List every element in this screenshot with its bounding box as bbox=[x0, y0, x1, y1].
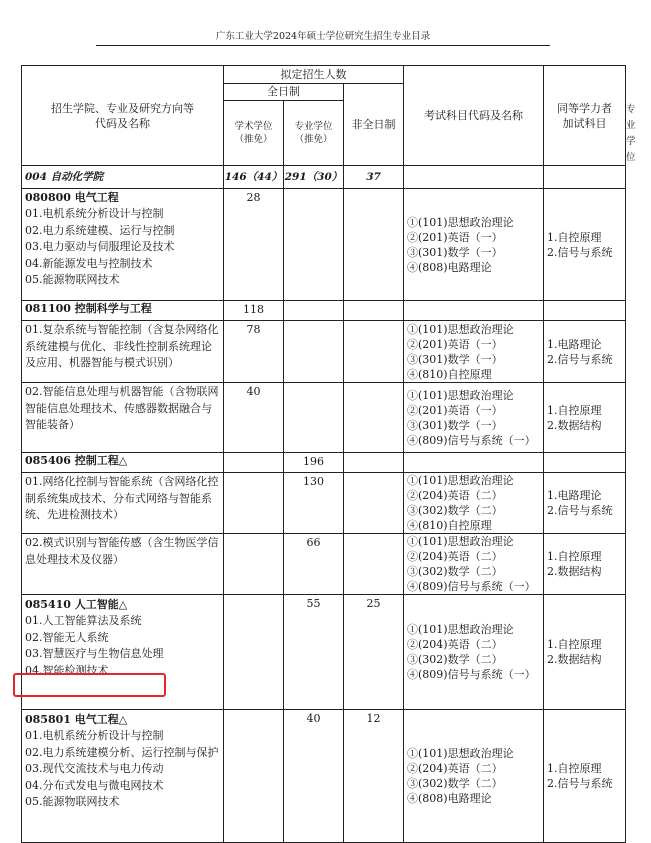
exam-cell: ①(101)思想政治理论 ②(204)英语（二） ③(302)数学（二） ④(808)电路理论 bbox=[404, 710, 544, 843]
parttime-count: 25 bbox=[366, 597, 381, 610]
direction-item: 03.电力驱动与伺服理论及技术 bbox=[25, 240, 175, 253]
header-academic: 学术学位（推免） bbox=[224, 101, 284, 166]
extra-cell: 1.电路理论 2.信号与系统 bbox=[544, 321, 626, 383]
direction-item: 04.分布式发电与微电网技术 bbox=[25, 778, 164, 792]
header-parttime: 非全日制 bbox=[344, 84, 404, 166]
extra-cell: 1.自控原理 2.数据结构 bbox=[544, 383, 626, 453]
header-major: 招生学院、专业及研究方向等代码及名称 bbox=[22, 66, 224, 166]
header-exam: 考试科目代码及名称 bbox=[404, 66, 544, 166]
direction-item: 03.智慧医疗与生物信息处理 bbox=[25, 647, 164, 660]
header-plan: 拟定招生人数 bbox=[224, 66, 404, 84]
extra-cell: 1.电路理论 2.信号与系统 bbox=[544, 473, 626, 534]
direction-item: 05.能源物联网技术 bbox=[25, 795, 120, 808]
direction-item: 01.网络化控制与智能系统（含网络化控制系统集成技术、分布式网络与智能系统、先进检测技术） bbox=[25, 475, 219, 521]
professional-count: 40 bbox=[306, 712, 321, 725]
direction-item: 02.模式识别与智能传感（含生物医学信息处理技术及仪器） bbox=[25, 536, 219, 566]
professional-count: 196 bbox=[303, 455, 324, 468]
major-title: 085406 控制工程△ bbox=[25, 454, 128, 467]
highlight-box bbox=[13, 673, 166, 697]
professional-count: 130 bbox=[303, 475, 324, 488]
college-professional: 291（30） bbox=[284, 166, 344, 189]
professional-count: 66 bbox=[306, 536, 321, 549]
major-cell bbox=[22, 189, 224, 301]
direction-item: 01.电机系统分析设计与控制 bbox=[25, 729, 164, 742]
major-title: 080800 电气工程 bbox=[25, 191, 119, 204]
major-title: 081100 控制科学与工程 bbox=[25, 302, 152, 315]
table-row bbox=[22, 383, 626, 453]
extra-cell: 1.自控原理 2.数据结构 bbox=[544, 534, 626, 595]
direction-item: 05.能源物联网技术 bbox=[25, 273, 120, 286]
table-row bbox=[22, 453, 626, 473]
major-title: 085410 人工智能△ bbox=[25, 598, 128, 611]
direction-item: 04.智能检测技术 bbox=[25, 663, 109, 677]
professional-count: 55 bbox=[306, 597, 321, 610]
academic-count: 118 bbox=[243, 303, 264, 316]
academic-count: 78 bbox=[246, 323, 261, 336]
extra-cell: 1.自控原理 2.信号与系统 bbox=[544, 189, 626, 301]
table-row bbox=[22, 321, 626, 383]
college-name: 004 自动化学院 bbox=[22, 166, 224, 189]
exam-cell: ①(101)思想政治理论 ②(204)英语（二） ③(302)数学（二） ④(809)信号与系统（一） bbox=[404, 534, 544, 595]
header-professional: 专业学位（推免） bbox=[284, 101, 344, 166]
professional-count bbox=[284, 189, 343, 190]
college-academic: 146（44） bbox=[224, 166, 284, 189]
exam-cell: ①(101)思想政治理论 ②(201)英语（一） ③(301)数学（一） ④(809)信号与系统（一） bbox=[404, 383, 544, 453]
direction-item: 02.智能无人系统 bbox=[25, 630, 109, 644]
table-row bbox=[22, 189, 626, 301]
academic-count: 40 bbox=[246, 385, 261, 398]
major-title: 085801 电气工程△ bbox=[25, 713, 128, 726]
exam-cell: ①(101)思想政治理论 ②(201)英语（一） ③(301)数学（一） ④(808)电路理论 bbox=[404, 189, 544, 301]
header-fulltime: 全日制 bbox=[224, 84, 344, 101]
direction-item: 04.新能源发电与控制技术 bbox=[25, 256, 153, 270]
exam-cell: ①(101)思想政治理论 ②(204)英语（二） ③(302)数学（二） ④(810)自控原理 bbox=[404, 473, 544, 534]
header-extra: 同等学力者加试科目 bbox=[544, 66, 626, 166]
parttime-count: 12 bbox=[366, 712, 381, 725]
academic-count: 28 bbox=[246, 191, 261, 204]
table-row bbox=[22, 473, 626, 534]
direction-item: 01.复杂系统与智能控制（含复杂网络化系统建模与优化、非线性控制系统理论及应用、机器智能与模式识别） bbox=[25, 323, 219, 369]
parttime-count bbox=[344, 189, 403, 190]
table-row bbox=[22, 710, 626, 843]
direction-item: 01.电机系统分析设计与控制 bbox=[25, 207, 164, 220]
page-title: 广东工业大学2024年硕士学位研究生招生专业目录 bbox=[96, 30, 550, 46]
table-row bbox=[22, 301, 626, 321]
direction-item: 02.电力系统建模分析、运行控制与保护 bbox=[25, 745, 219, 759]
direction-item: 02.电力系统建模、运行与控制 bbox=[25, 223, 175, 237]
college-row bbox=[22, 166, 626, 189]
table-row bbox=[22, 534, 626, 595]
direction-item: 01.人工智能算法及系统 bbox=[25, 614, 142, 627]
extra-cell: 1.自控原理 2.信号与系统 bbox=[544, 710, 626, 843]
catalog-table: 招生学院、专业及研究方向等代码及名称 拟定招生人数 考试科目代码及名称 同等学力者加试科目 全日制 非全日制 学术学位（推免） 专业学位（推免） 专业学位 004 自动化学院 146（44） 291（30） 37 080800 电气工程 01.电机系统分析设计与控制 02.电力系统建模、运行与控制 03.电力驱动与伺服理论及技术 04.新能源发电与控制技术 05.能源物联网技术 28 ①(101)思想政治理论 ②(201)英语（一） ③(301)数学（一） ④(808)电路理论 1.自控原理 2.信号与系统 081100 控制科学与工程 118 01.复杂系统与智能控制（含复杂网络化系统建模与优化、非线性控制系统理论及应用、机器智能与模式识别） 78 ①(101)思想政治理论 ②(201)英语（一） ③(301)数学（一） ④(810)自控原理 1.电路理论 2.信号与系统 02.智能信息处理与机器智能（含物联网智能信息处理技术、传感器数据融合与智能装备） 40 ①(101)思想政治理论 ②(201)英语（一） ③(301)数学（一） ④(809)信号与系统（一） 1.自控原理 2.数据结构 085406 控制工程△ 196 01.网络化控制与智能系统（含网络化控制系统集成技术、分布式网络与智能系统、先进检测技术） 130 ①(101)思想政治理论 ②(204)英语（二） ③(302)数学（二） ④(810)自控原理 1.电路理论 2.信号与系统 02.模式识别与智能传感（含生物医学信息处理技术及仪器） 66 ①(101)思想政治理论 ②(204)英语（二） ③(302)数学（二） ④(809)信号与系统（一） 1.自控原理 2.数据结构 085410 人工智能△ 01.人工智能算法及系统 02.智能无人系统 03.智慧医疗与生物信息处理 04.智能检测技术 55 25 ①(101)思想政治理论 ②(204)英语（二） ③(302)数学（二） ④(809)信号与系统（一） 1.自控原理 2.数据结构 085801 电气工程△ 01.电机系统分析设计与控制 02.电力系统建模分析、运行控制与保护 03.现代交流技术与电力传动 04.分布式发电与微电网技术 05.能源物联网技术 40 12 ①(101)思想政治理论 ②(204)英语（二） ③(302)数学（二） ④(808)电路理论 1.自控原理 2.信号与系统 bbox=[21, 65, 626, 843]
exam-cell: ①(101)思想政治理论 ②(204)英语（二） ③(302)数学（二） ④(809)信号与系统（一） bbox=[404, 595, 544, 710]
extra-cell: 1.自控原理 2.数据结构 bbox=[544, 595, 626, 710]
direction-item: 02.智能信息处理与机器智能（含物联网智能信息处理技术、传感器数据融合与智能装备） bbox=[25, 385, 219, 431]
exam-cell: ①(101)思想政治理论 ②(201)英语（一） ③(301)数学（一） ④(810)自控原理 bbox=[404, 321, 544, 383]
college-parttime: 37 bbox=[344, 166, 404, 189]
direction-item: 03.现代交流技术与电力传动 bbox=[25, 762, 164, 775]
